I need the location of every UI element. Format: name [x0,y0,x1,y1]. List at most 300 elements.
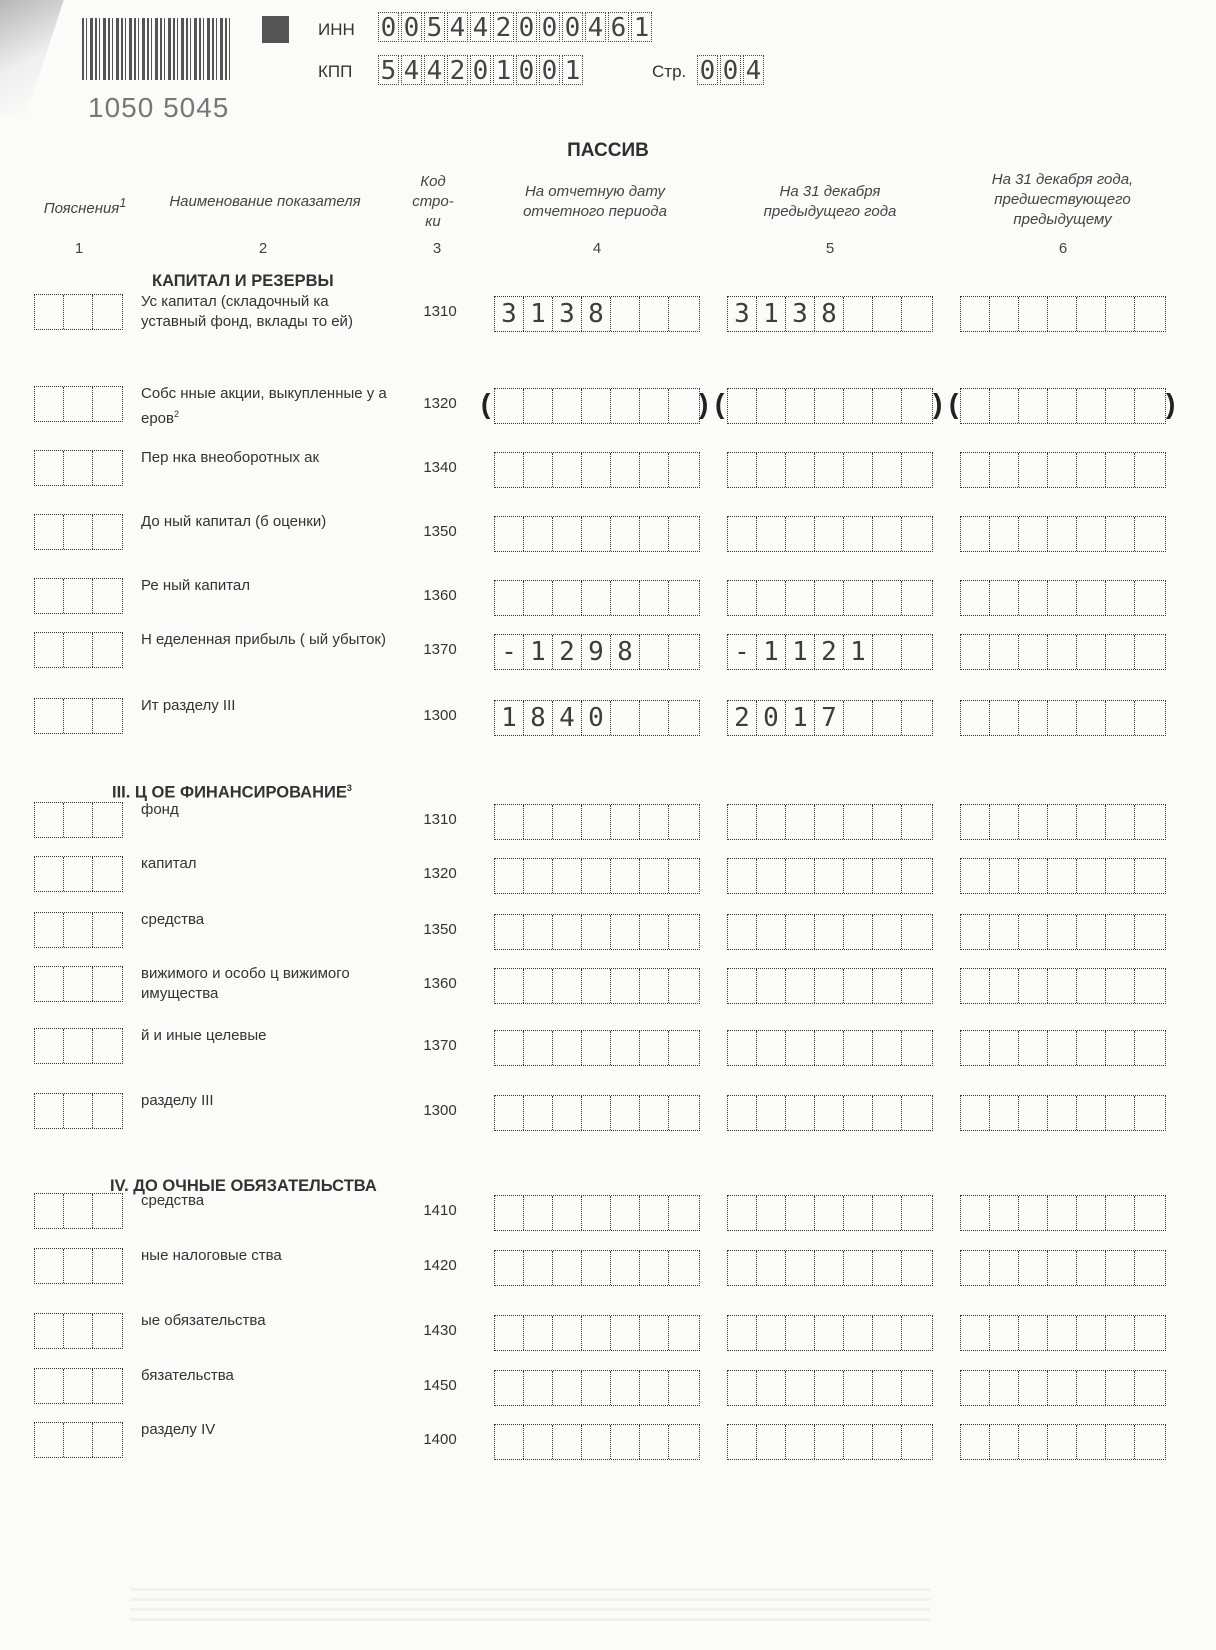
digit-cell[interactable] [990,1371,1019,1405]
digit-cell[interactable] [611,805,640,839]
digit-cell[interactable]: 1 [844,635,873,669]
digit-cell[interactable] [990,805,1019,839]
digit-cell[interactable] [1135,1096,1164,1130]
digit-cell[interactable] [1019,1251,1048,1285]
digit-cell[interactable] [1135,915,1164,949]
digit-cell[interactable] [1048,969,1077,1003]
digit-cell[interactable] [873,635,902,669]
digit-cell[interactable] [786,1371,815,1405]
digit-cell[interactable] [1106,915,1135,949]
digit-cell[interactable] [873,1251,902,1285]
digit-cell[interactable] [786,453,815,487]
digit-cell[interactable] [1019,635,1048,669]
notes-cell[interactable] [93,913,122,947]
digit-cell[interactable] [902,1316,931,1350]
digit-cell[interactable] [1048,1031,1077,1065]
digit-cell[interactable] [728,859,757,893]
digit-cell[interactable] [1077,859,1106,893]
digit-cell[interactable]: 3 [553,297,582,331]
digit-cell[interactable] [1135,389,1164,423]
notes-cell[interactable] [35,1194,64,1228]
digit-cell[interactable] [757,1316,786,1350]
digit-cell[interactable] [815,1031,844,1065]
notes-cell[interactable] [64,295,93,329]
digit-cell[interactable] [844,859,873,893]
digit-cell[interactable] [873,805,902,839]
digit-cell[interactable] [786,805,815,839]
digit-cell[interactable] [786,1096,815,1130]
digit-cell[interactable] [902,1196,931,1230]
notes-input[interactable] [34,856,123,892]
value-input-c6[interactable] [960,1424,1166,1460]
digit-cell[interactable] [640,805,669,839]
digit-cell[interactable] [902,635,931,669]
digit-cell[interactable] [902,969,931,1003]
digit-cell[interactable] [990,969,1019,1003]
notes-cell[interactable] [35,1423,64,1457]
digit-cell[interactable] [990,1196,1019,1230]
notes-input[interactable] [34,578,123,614]
notes-cell[interactable] [64,387,93,421]
digit-cell[interactable]: 1 [757,297,786,331]
digit-cell[interactable] [1135,1425,1164,1459]
digit-cell[interactable] [1019,1031,1048,1065]
digit-cell[interactable] [961,1031,990,1065]
notes-input[interactable] [34,912,123,948]
value-input-c4[interactable] [494,634,700,670]
value-input-c4[interactable] [494,580,700,616]
notes-cell[interactable] [35,451,64,485]
digit-cell[interactable] [1106,453,1135,487]
notes-cell[interactable] [35,1029,64,1063]
digit-cell[interactable] [1135,517,1164,551]
digit-cell[interactable] [640,1316,669,1350]
value-input-c5[interactable] [727,1424,933,1460]
digit-cell[interactable] [669,701,698,735]
digit-cell[interactable] [553,805,582,839]
value-input-c5[interactable] [727,452,933,488]
digit-cell[interactable] [815,517,844,551]
digit-cell[interactable] [815,1096,844,1130]
digit-cell[interactable]: 3 [786,297,815,331]
digit-cell[interactable] [611,1031,640,1065]
digit-cell[interactable] [1106,1371,1135,1405]
digit-cell[interactable] [728,1425,757,1459]
kpp-digit[interactable]: 1 [493,55,514,85]
digit-cell[interactable] [902,859,931,893]
value-input-c4[interactable] [494,452,700,488]
notes-cell[interactable] [35,967,64,1001]
notes-cell[interactable] [64,1094,93,1128]
digit-cell[interactable] [902,1425,931,1459]
digit-cell[interactable] [1048,701,1077,735]
digit-cell[interactable] [611,1425,640,1459]
digit-cell[interactable]: 1 [786,635,815,669]
inn-digit[interactable]: 0 [378,12,399,42]
digit-cell[interactable] [582,915,611,949]
digit-cell[interactable] [902,517,931,551]
value-input-c5[interactable] [727,914,933,950]
digit-cell[interactable] [582,1196,611,1230]
notes-cell[interactable] [64,1314,93,1348]
digit-cell[interactable] [1048,1096,1077,1130]
digit-cell[interactable] [1106,389,1135,423]
digit-cell[interactable] [1106,859,1135,893]
digit-cell[interactable] [495,805,524,839]
digit-cell[interactable] [961,1251,990,1285]
notes-cell[interactable] [93,1423,122,1457]
notes-cell[interactable] [93,1369,122,1403]
digit-cell[interactable]: 9 [582,635,611,669]
digit-cell[interactable] [640,915,669,949]
digit-cell[interactable] [1106,1316,1135,1350]
value-input-c6[interactable] [960,1095,1166,1131]
digit-cell[interactable]: 0 [757,701,786,735]
digit-cell[interactable] [1048,1425,1077,1459]
inn-digit[interactable]: 6 [608,12,629,42]
digit-cell[interactable] [961,635,990,669]
value-input-c6[interactable] [960,452,1166,488]
value-input-c4[interactable] [494,296,700,332]
digit-cell[interactable] [1019,701,1048,735]
digit-cell[interactable] [728,389,757,423]
digit-cell[interactable] [524,1371,553,1405]
notes-cell[interactable] [93,699,122,733]
digit-cell[interactable] [728,915,757,949]
value-input-c5[interactable] [727,1030,933,1066]
value-input-c6[interactable] [960,1250,1166,1286]
digit-cell[interactable] [669,1031,698,1065]
notes-input[interactable] [34,632,123,668]
inn-digit[interactable]: 4 [447,12,468,42]
digit-cell[interactable]: - [495,635,524,669]
digit-cell[interactable] [611,297,640,331]
digit-cell[interactable] [1019,453,1048,487]
digit-cell[interactable] [669,1196,698,1230]
digit-cell[interactable]: 1 [757,635,786,669]
digit-cell[interactable] [1048,389,1077,423]
digit-cell[interactable] [873,859,902,893]
inn-digit[interactable]: 5 [424,12,445,42]
notes-cell[interactable] [64,1194,93,1228]
page-digit[interactable]: 0 [720,55,741,85]
digit-cell[interactable] [873,1196,902,1230]
digit-cell[interactable] [728,581,757,615]
inn-digit[interactable]: 2 [493,12,514,42]
value-input-c4[interactable] [494,1095,700,1131]
digit-cell[interactable] [1048,297,1077,331]
notes-cell[interactable] [64,1029,93,1063]
value-input-c6[interactable] [960,914,1166,950]
digit-cell[interactable] [990,581,1019,615]
digit-cell[interactable] [1077,969,1106,1003]
digit-cell[interactable] [728,517,757,551]
digit-cell[interactable]: 2 [553,635,582,669]
digit-cell[interactable]: 8 [524,701,553,735]
digit-cell[interactable]: 1 [524,297,553,331]
digit-cell[interactable] [902,1096,931,1130]
digit-cell[interactable] [757,915,786,949]
digit-cell[interactable] [524,1251,553,1285]
digit-cell[interactable] [757,1031,786,1065]
value-input-c6[interactable] [960,700,1166,736]
digit-cell[interactable] [611,1371,640,1405]
digit-cell[interactable] [815,969,844,1003]
digit-cell[interactable] [961,297,990,331]
digit-cell[interactable] [1135,1371,1164,1405]
digit-cell[interactable] [611,389,640,423]
digit-cell[interactable] [582,805,611,839]
notes-cell[interactable] [93,295,122,329]
digit-cell[interactable] [757,1425,786,1459]
kpp-digit[interactable]: 0 [539,55,560,85]
digit-cell[interactable] [669,1251,698,1285]
digit-cell[interactable] [786,1316,815,1350]
digit-cell[interactable] [844,1371,873,1405]
digit-cell[interactable] [495,1316,524,1350]
digit-cell[interactable] [1106,635,1135,669]
digit-cell[interactable] [640,389,669,423]
digit-cell[interactable] [844,1196,873,1230]
digit-cell[interactable] [757,1371,786,1405]
digit-cell[interactable] [961,1196,990,1230]
digit-cell[interactable]: 7 [815,701,844,735]
notes-input[interactable] [34,514,123,550]
page-digit[interactable]: 4 [743,55,764,85]
digit-cell[interactable] [640,1425,669,1459]
digit-cell[interactable] [1019,1096,1048,1130]
digit-cell[interactable]: 8 [815,297,844,331]
value-input-c6[interactable] [960,858,1166,894]
digit-cell[interactable] [1135,297,1164,331]
digit-cell[interactable] [757,859,786,893]
digit-cell[interactable] [961,915,990,949]
digit-cell[interactable] [961,859,990,893]
digit-cell[interactable] [844,805,873,839]
digit-cell[interactable] [1135,701,1164,735]
digit-cell[interactable] [1135,1031,1164,1065]
digit-cell[interactable] [902,701,931,735]
digit-cell[interactable] [611,581,640,615]
digit-cell[interactable] [495,915,524,949]
notes-cell[interactable] [35,633,64,667]
digit-cell[interactable] [728,1096,757,1130]
value-input-c6[interactable] [960,1030,1166,1066]
inn-digit[interactable]: 4 [470,12,491,42]
notes-input[interactable] [34,1422,123,1458]
notes-cell[interactable] [93,1194,122,1228]
notes-cell[interactable] [93,633,122,667]
digit-cell[interactable] [611,1196,640,1230]
kpp-digit[interactable]: 2 [447,55,468,85]
digit-cell[interactable] [786,517,815,551]
digit-cell[interactable] [640,1096,669,1130]
value-input-c4[interactable] [494,1030,700,1066]
digit-cell[interactable] [961,453,990,487]
notes-input[interactable] [34,1093,123,1129]
digit-cell[interactable] [815,1251,844,1285]
digit-cell[interactable] [611,1316,640,1350]
digit-cell[interactable] [1077,915,1106,949]
digit-cell[interactable] [815,1371,844,1405]
digit-cell[interactable] [1077,453,1106,487]
digit-cell[interactable] [961,1425,990,1459]
digit-cell[interactable] [640,1196,669,1230]
digit-cell[interactable] [1077,1371,1106,1405]
digit-cell[interactable] [553,1371,582,1405]
digit-cell[interactable] [495,453,524,487]
digit-cell[interactable] [611,1096,640,1130]
digit-cell[interactable] [1048,915,1077,949]
digit-cell[interactable] [640,969,669,1003]
kpp-digit[interactable]: 4 [424,55,445,85]
digit-cell[interactable] [495,1425,524,1459]
digit-cell[interactable] [524,389,553,423]
digit-cell[interactable] [1048,581,1077,615]
digit-cell[interactable]: 2 [728,701,757,735]
digit-cell[interactable] [582,517,611,551]
digit-cell[interactable] [815,453,844,487]
digit-cell[interactable] [669,859,698,893]
notes-cell[interactable] [64,913,93,947]
notes-cell[interactable] [93,857,122,891]
value-input-c6[interactable] [960,388,1166,424]
digit-cell[interactable] [582,1316,611,1350]
digit-cell[interactable] [786,1196,815,1230]
notes-cell[interactable] [64,1423,93,1457]
digit-cell[interactable] [873,1096,902,1130]
digit-cell[interactable] [640,517,669,551]
digit-cell[interactable] [669,453,698,487]
digit-cell[interactable] [553,1316,582,1350]
digit-cell[interactable] [1019,1371,1048,1405]
digit-cell[interactable] [582,1031,611,1065]
notes-input[interactable] [34,698,123,734]
digit-cell[interactable] [1106,1096,1135,1130]
digit-cell[interactable] [844,701,873,735]
digit-cell[interactable] [1106,297,1135,331]
digit-cell[interactable] [1048,1196,1077,1230]
digit-cell[interactable] [1106,1031,1135,1065]
digit-cell[interactable] [757,389,786,423]
digit-cell[interactable] [611,969,640,1003]
value-input-c6[interactable] [960,296,1166,332]
digit-cell[interactable] [553,389,582,423]
digit-cell[interactable] [786,859,815,893]
digit-cell[interactable] [990,915,1019,949]
notes-cell[interactable] [64,579,93,613]
digit-cell[interactable] [815,805,844,839]
digit-cell[interactable] [1135,635,1164,669]
digit-cell[interactable] [873,297,902,331]
digit-cell[interactable] [669,969,698,1003]
kpp-digit[interactable]: 0 [516,55,537,85]
digit-cell[interactable] [1077,1251,1106,1285]
digit-cell[interactable] [582,1371,611,1405]
value-input-c5[interactable] [727,388,933,424]
digit-cell[interactable] [873,915,902,949]
value-input-c5[interactable] [727,858,933,894]
digit-cell[interactable] [640,635,669,669]
digit-cell[interactable] [961,581,990,615]
digit-cell[interactable] [669,915,698,949]
digit-cell[interactable] [728,1251,757,1285]
notes-cell[interactable] [35,699,64,733]
notes-cell[interactable] [35,913,64,947]
digit-cell[interactable] [669,805,698,839]
digit-cell[interactable] [1135,1251,1164,1285]
kpp-digit[interactable]: 4 [401,55,422,85]
value-input-c6[interactable] [960,516,1166,552]
value-input-c5[interactable] [727,296,933,332]
digit-cell[interactable] [873,1316,902,1350]
digit-cell[interactable] [990,1031,1019,1065]
notes-cell[interactable] [93,803,122,837]
digit-cell[interactable] [669,635,698,669]
value-input-c6[interactable] [960,580,1166,616]
digit-cell[interactable] [1135,805,1164,839]
notes-cell[interactable] [35,295,64,329]
digit-cell[interactable] [990,701,1019,735]
digit-cell[interactable]: 4 [553,701,582,735]
digit-cell[interactable] [582,1096,611,1130]
digit-cell[interactable] [495,517,524,551]
kpp-digit[interactable]: 0 [470,55,491,85]
notes-cell[interactable] [93,1029,122,1063]
value-input-c6[interactable] [960,968,1166,1004]
digit-cell[interactable] [495,581,524,615]
digit-cell[interactable] [786,1425,815,1459]
digit-cell[interactable] [640,453,669,487]
digit-cell[interactable] [757,453,786,487]
notes-cell[interactable] [35,387,64,421]
digit-cell[interactable] [1048,517,1077,551]
value-input-c6[interactable] [960,1370,1166,1406]
digit-cell[interactable] [1077,635,1106,669]
digit-cell[interactable] [611,915,640,949]
digit-cell[interactable] [1135,453,1164,487]
value-input-c6[interactable] [960,1195,1166,1231]
digit-cell[interactable] [669,297,698,331]
digit-cell[interactable] [1077,581,1106,615]
digit-cell[interactable] [495,1251,524,1285]
digit-cell[interactable] [844,1425,873,1459]
notes-cell[interactable] [93,387,122,421]
digit-cell[interactable] [844,1316,873,1350]
digit-cell[interactable]: - [728,635,757,669]
digit-cell[interactable] [990,1251,1019,1285]
value-input-c5[interactable] [727,804,933,840]
digit-cell[interactable] [1048,453,1077,487]
digit-cell[interactable] [669,1371,698,1405]
digit-cell[interactable] [582,389,611,423]
notes-input[interactable] [34,966,123,1002]
digit-cell[interactable] [1106,1196,1135,1230]
digit-cell[interactable] [728,1316,757,1350]
digit-cell[interactable] [1048,859,1077,893]
digit-cell[interactable] [728,1031,757,1065]
notes-cell[interactable] [35,1314,64,1348]
digit-cell[interactable] [495,1096,524,1130]
notes-cell[interactable] [64,633,93,667]
digit-cell[interactable] [815,859,844,893]
notes-cell[interactable] [93,579,122,613]
notes-input[interactable] [34,450,123,486]
notes-cell[interactable] [64,451,93,485]
digit-cell[interactable]: 8 [582,297,611,331]
digit-cell[interactable] [524,859,553,893]
digit-cell[interactable] [990,1425,1019,1459]
